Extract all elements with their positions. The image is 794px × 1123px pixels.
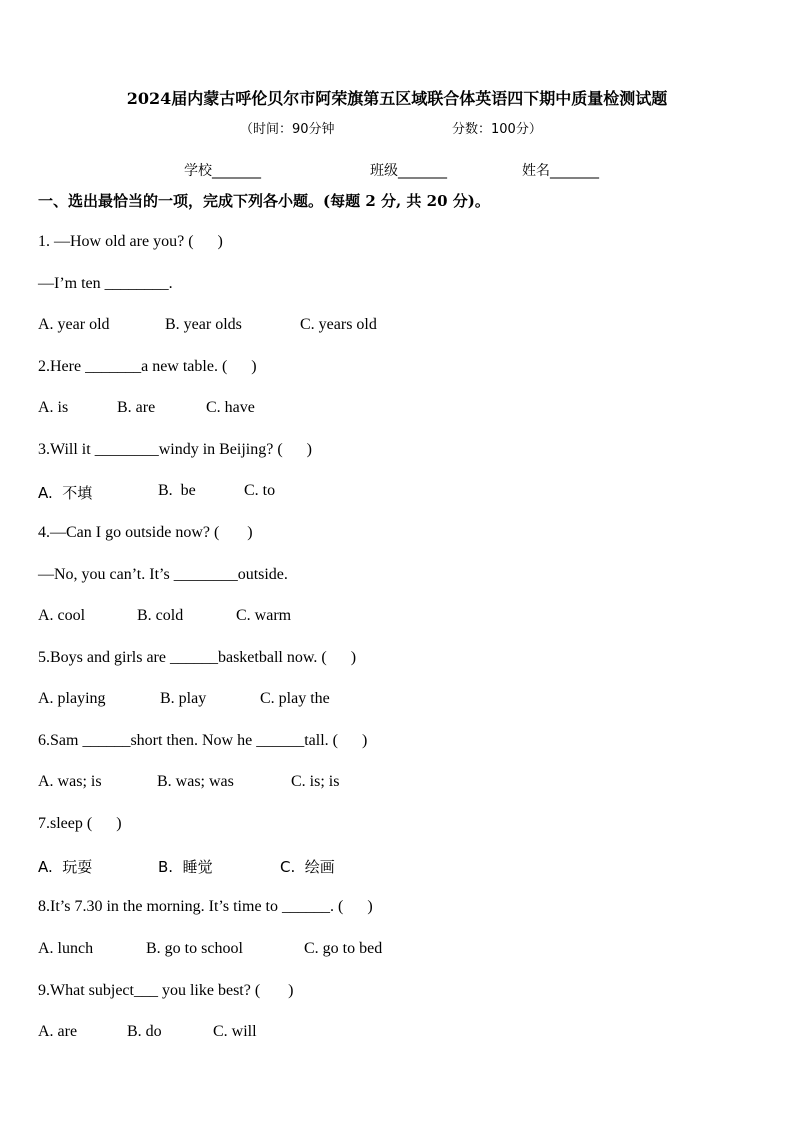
question-line: 1. —How old are you? ( ) [38, 233, 223, 250]
question-line: 6.Sam ______short then. Now he ______tall. ( ) [38, 732, 368, 749]
question-line: 3.Will it ________windy in Beijing? ( ) [38, 441, 312, 458]
name-field: 姓名_______ [522, 163, 599, 179]
option-b: B. year olds [165, 316, 242, 333]
question-line: —I’m ten ________. [38, 275, 173, 292]
option-a: A. playing [38, 690, 106, 707]
option-c: C. warm [236, 607, 292, 624]
option-b: B. 睡觉 [158, 858, 213, 876]
option-a: A. 玩耍 [38, 858, 93, 876]
option-b: B. do [127, 1023, 162, 1040]
school-field: 学校_______ [184, 163, 261, 179]
question-line: 2.Here _______a new table. ( ) [38, 358, 257, 375]
option-c: C. to [244, 482, 276, 499]
option-c: C. is; is [291, 773, 340, 790]
option-b: B. are [117, 399, 156, 416]
question-line: —No, you can’t. It’s ________outside. [38, 566, 288, 583]
option-c: C. go to bed [304, 940, 383, 957]
option-c: C. have [206, 399, 255, 416]
option-a: A. cool [38, 607, 86, 624]
question-line: 7.sleep ( ) [38, 815, 122, 832]
question-line: 9.What subject___ you like best? ( ) [38, 982, 294, 999]
option-b: B. be [158, 482, 196, 499]
option-c: C. will [213, 1023, 257, 1040]
question-line: 4.—Can I go outside now? ( ) [38, 524, 253, 541]
exam-title: 2024届内蒙古呼伦贝尔市阿荣旗第五区域联合体英语四下期中质量检测试题 [126, 89, 668, 108]
option-a: A. is [38, 399, 69, 416]
option-c: C. 绘画 [280, 858, 335, 876]
option-b: B. was; was [157, 773, 234, 790]
exam-score: 分数：100分） [452, 122, 542, 137]
exam-time: （时间：90分钟 [240, 122, 335, 137]
question-line: 5.Boys and girls are ______basketball now. ( ) [38, 649, 357, 666]
option-b: B. go to school [146, 940, 243, 957]
question-line: 8.It’s 7.30 in the morning. It’s time to ______. ( ) [38, 898, 373, 915]
option-c: C. play the [260, 690, 330, 707]
option-a: A. lunch [38, 940, 94, 957]
option-b: B. cold [137, 607, 184, 624]
option-a: A. 不填 [38, 484, 93, 502]
option-a: A. was; is [38, 773, 102, 790]
option-a: A. year old [38, 316, 110, 333]
class-field: 班级_______ [370, 163, 447, 179]
option-b: B. play [160, 690, 207, 707]
section-heading: 一、选出最恰当的一项，完成下列各小题。(每题 2 分, 共 20 分)。 [38, 192, 490, 210]
option-a: A. are [38, 1023, 78, 1040]
option-c: C. years old [300, 316, 377, 333]
